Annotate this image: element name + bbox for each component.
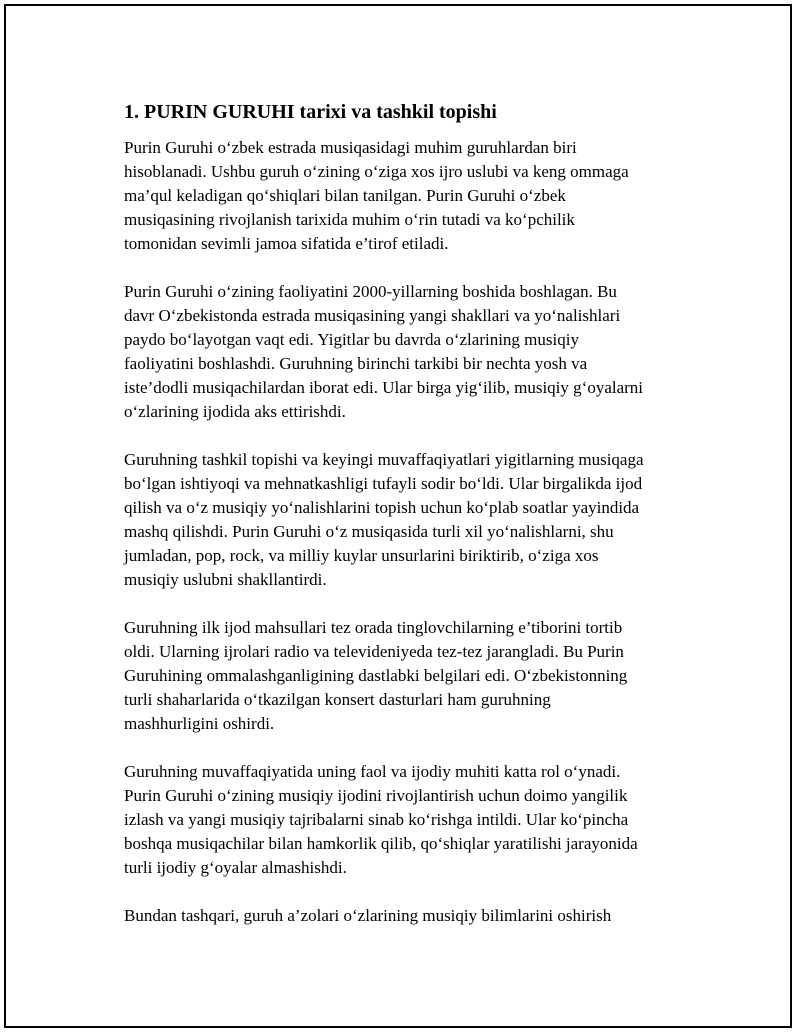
paragraph-line: mashq qilishdi. Purin Guruhi o‘z musiqasida turli xil yo‘nalishlarni, shu — [124, 522, 614, 541]
paragraph-line: qilish va o‘z musiqiy yo‘nalishlarini topish uchun ko‘plab soatlar yayindida — [124, 498, 640, 517]
paragraph-container — [124, 136, 694, 928]
paragraph-line: Guruhning muvaffaqiyatida uning faol va ijodiy muhiti katta rol o‘ynadi. — [124, 762, 621, 781]
paragraph-line: Purin Guruhi o‘zining musiqiy ijodini rivojlantirish uchun doimo yangilik — [124, 786, 628, 805]
body-paragraph — [124, 448, 694, 592]
paragraph-line: tomonidan sevimli jamoa sifatida e’tirof etiladi. — [124, 234, 449, 253]
paragraph-line: hisoblanadi. Ushbu guruh o‘zining o‘ziga xos ijro uslubi va keng ommaga — [124, 162, 629, 181]
paragraph-line: faoliyatini boshlashdi. Guruhning birinchi tarkibi bir nechta yosh va — [124, 354, 588, 373]
paragraph-line: oldi. Ularning ijrolari radio va televideniyeda tez-tez jarangladi. Bu Purin — [124, 642, 624, 661]
paragraph-line: Guruhning tashkil topishi va keyingi muvaffaqiyatlari yigitlarning musiqaga — [124, 450, 644, 469]
paragraph-line: musiqiy uslubni shakllantirdi. — [124, 570, 327, 589]
paragraph-line: Purin Guruhi o‘zining faoliyatini 2000-yillarning boshida boshlagan. Bu — [124, 282, 617, 301]
paragraph-line: Bundan tashqari, guruh a’zolari o‘zlarining musiqiy bilimlarini oshirish — [124, 906, 612, 925]
paragraph-line: jumladan, pop, rock, va milliy kuylar unsurlarini biriktirib, o‘ziga xos — [124, 546, 599, 565]
page-frame — [4, 4, 792, 1028]
body-paragraph — [124, 280, 694, 424]
paragraph-line: bo‘lgan ishtiyoqi va mehnatkashligi tufayli sodir bo‘ldi. Ular birgalikda ijod — [124, 474, 643, 493]
body-paragraph — [124, 760, 694, 880]
paragraph-line: turli ijodiy g‘oyalar almashishdi. — [124, 858, 347, 877]
paragraph-line: iste’dodli musiqachilardan iborat edi. Ular birga yig‘ilib, musiqiy g‘oyalarni — [124, 378, 644, 397]
paragraph-line: davr O‘zbekistonda estrada musiqasining yangi shakllari va yo‘nalishlari — [124, 306, 621, 325]
paragraph-line: Guruhining ommalashganligining dastlabki belgilari edi. O‘zbekistonning — [124, 666, 628, 685]
paragraph-line: o‘zlarining ijodida aks ettirishdi. — [124, 402, 346, 421]
paragraph-line: ma’qul keladigan qo‘shiqlari bilan tanilgan. Purin Guruhi o‘zbek — [124, 186, 566, 205]
paragraph-line: turli shaharlarida o‘tkazilgan konsert dasturlari ham guruhning — [124, 690, 551, 709]
paragraph-line: Purin Guruhi o‘zbek estrada musiqasidagi muhim guruhlardan biri — [124, 138, 577, 157]
paragraph-line: izlash va yangi musiqiy tajribalarni sinab ko‘rishga intildi. Ular ko‘pincha — [124, 810, 629, 829]
body-paragraph — [124, 136, 694, 256]
paragraph-line: musiqasining rivojlanish tarixida muhim o‘rin tutadi va ko‘pchilik — [124, 210, 575, 229]
section-heading: 1. PURIN GURUHI tarixi va tashkil topishi — [124, 101, 497, 123]
paragraph-line: mashhurligini oshirdi. — [124, 714, 275, 733]
paragraph-line: paydo bo‘layotgan vaqt edi. Yigitlar bu davrda o‘zlarining musiqiy — [124, 330, 579, 349]
body-paragraph — [124, 904, 694, 928]
body-paragraph — [124, 616, 694, 736]
paragraph-line: Guruhning ilk ijod mahsullari tez orada tinglovchilarning e’tiborini tortib — [124, 618, 623, 637]
page-content — [124, 98, 694, 952]
paragraph-line: boshqa musiqachilar bilan hamkorlik qilib, qo‘shiqlar yaratilishi jarayonida — [124, 834, 638, 853]
